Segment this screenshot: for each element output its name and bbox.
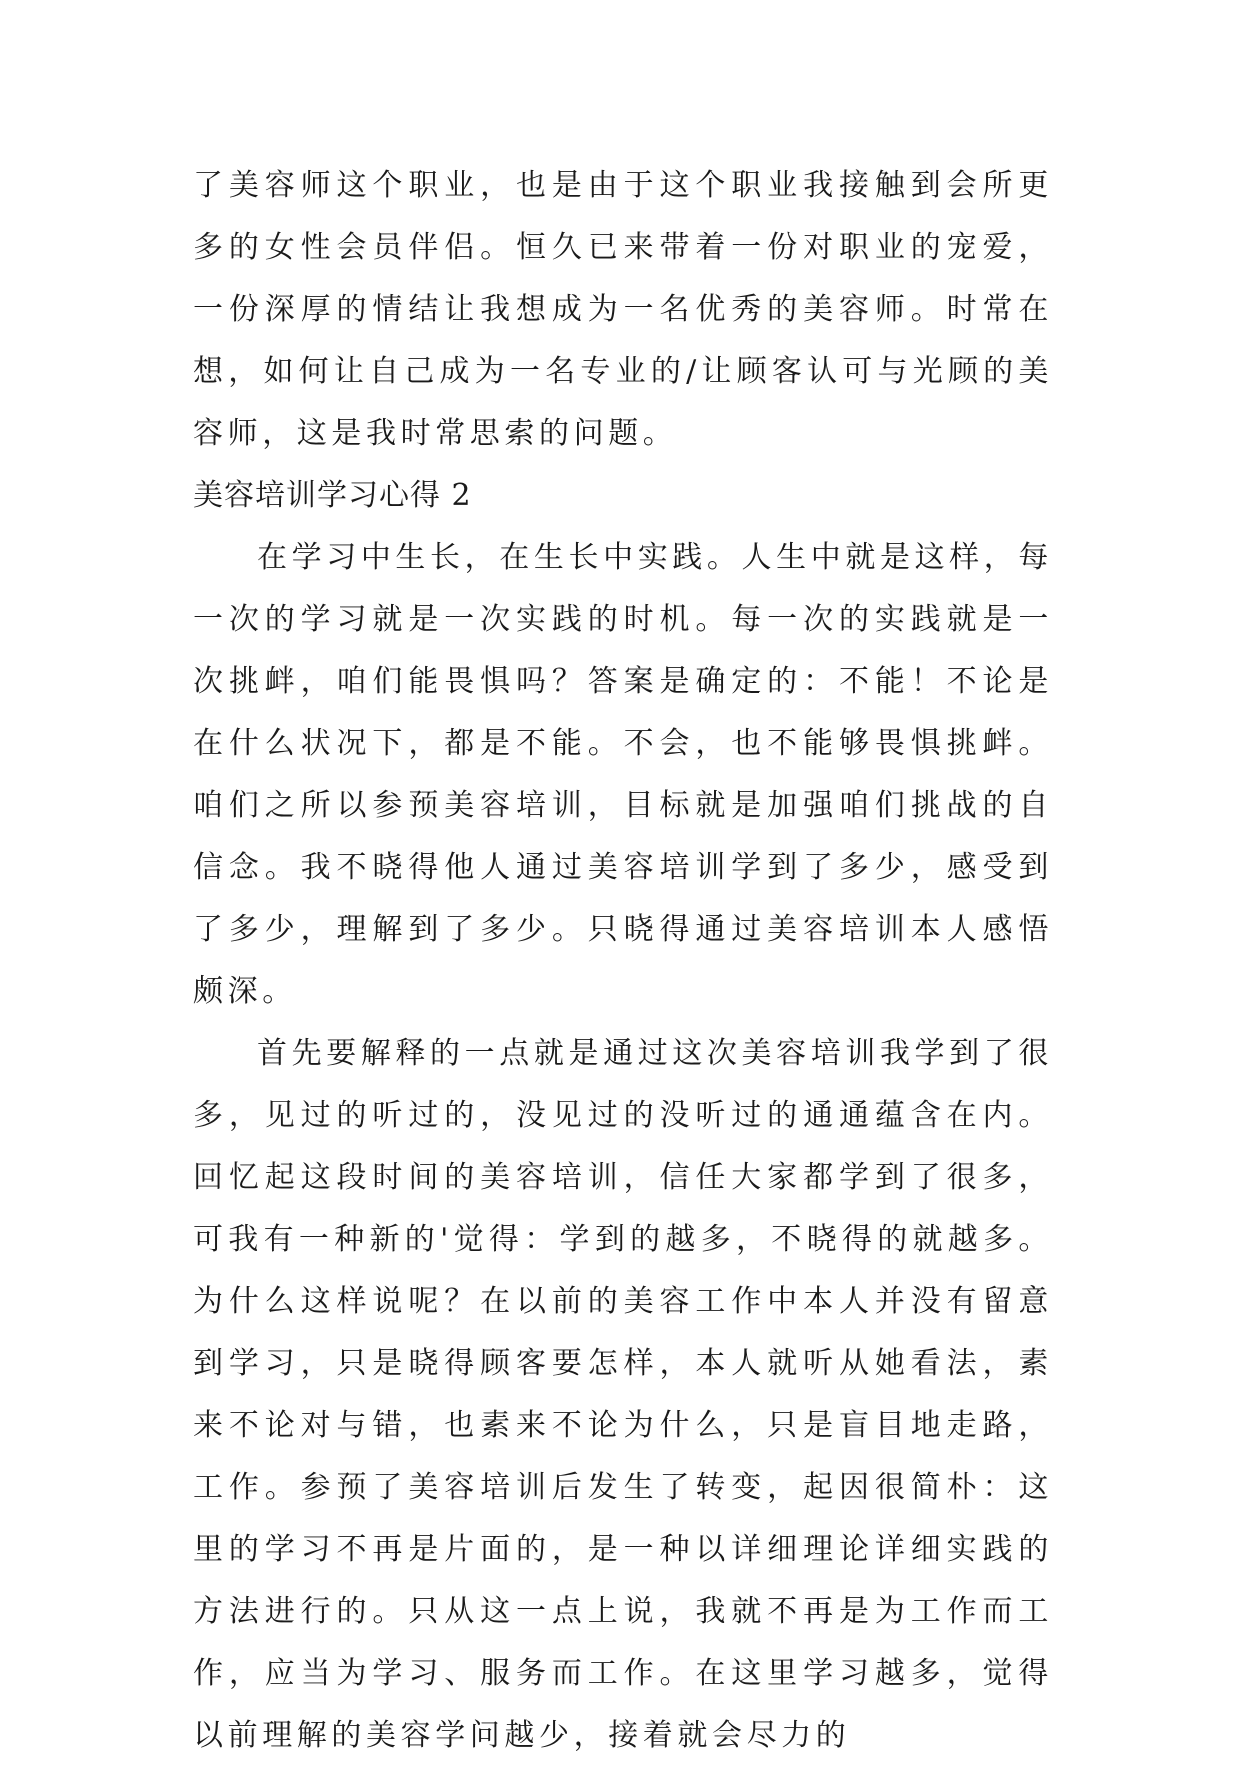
body-paragraph: 首先要解释的一点就是通过这次美容培训我学到了很多，见过的听过的，没见过的没听过的通通蕴含在内。回忆起这段时间的美容培训，信任大家都学到了很多，可我有一种新的'觉得：学到的越多，不晓得的就越多。为什么这样说呢？在以前的美容工作中本人并没有留意到学习，只是晓得顾客要怎样，本人就听从她看法，素来不论对与错，也素来不论为什么，只是盲目地走路，工作。参预了美容培训后发生了转变，起因很简朴：这里的学习不再是片面的，是一种以详细理论详细实践的方法进行的。只从这一点上说，我就不再是为工作而工作，应当为学习、服务而工作。在这里学习越多，觉得以前理解的美容学问越少，接着就会尽力的 xyxy=(193,1036,1053,1753)
body-paragraph: 在学习中生长，在生长中实践。人生中就是这样，每一次的学习就是一次实践的时机。每一次的实践就是一次挑衅，咱们能畏惧吗？答案是确定的：不能！不论是在什么状况下，都是不能。不会，也不能够畏惧挑衅。咱们之所以参预美容培训，目标就是加强咱们挑战的自信念。我不晓得他人通过美容培训学到了多少，感受到了多少，理解到了多少。只晓得通过美容培训本人感悟颇深。 xyxy=(193,540,1053,1009)
continuation-paragraph: 了美容师这个职业，也是由于这个职业我接触到会所更多的女性会员伴侣。恒久已来带着一份对职业的宠爱，一份深厚的情结让我想成为一名优秀的美容师。时常在想，如何让自己成为一名专业的/让顾客认可与光顾的美容师，这是我时常思索的问题。 xyxy=(193,168,1053,451)
document-body xyxy=(193,155,1053,1767)
section-title: 美容培训学习心得 2 xyxy=(193,478,472,513)
